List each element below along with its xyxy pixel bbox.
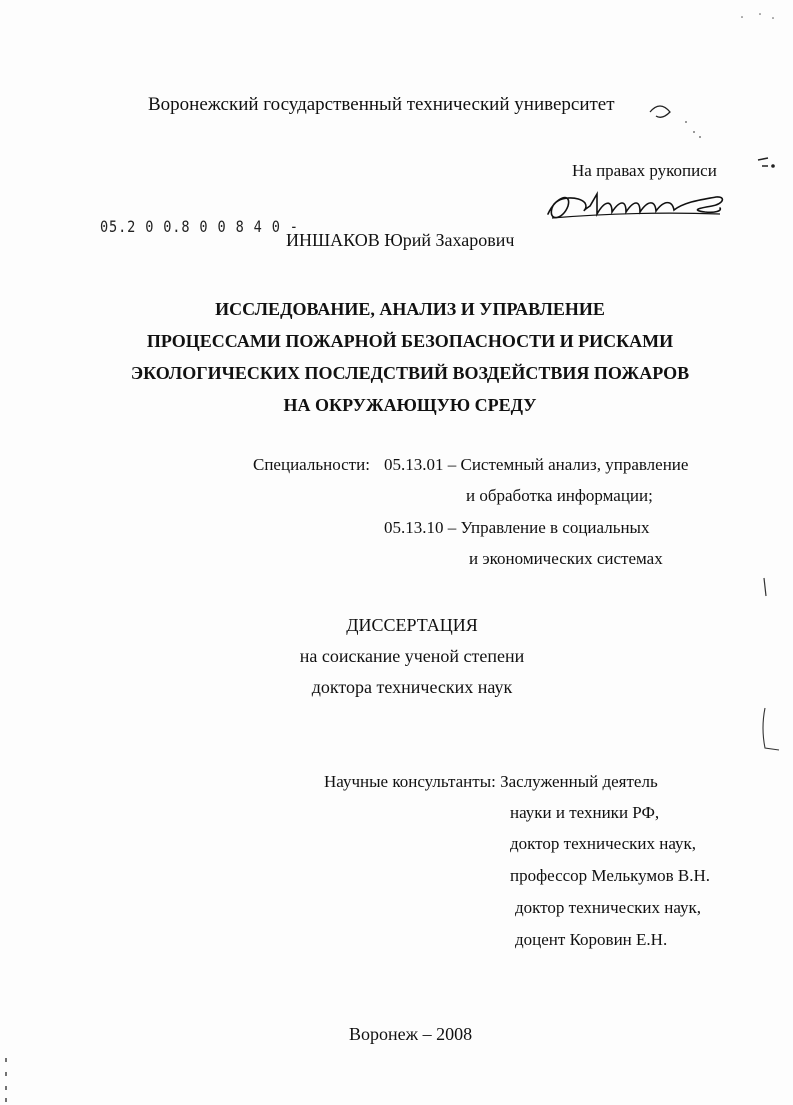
degree-line: на соискание ученой степени [299,646,525,666]
specialty-line: 05.13.10 – Управление в социальных [384,518,650,537]
dissertation-heading: ДИССЕРТАЦИЯ [346,615,478,635]
consultant-line: науки и техники РФ, [510,803,660,822]
degree-line: доктора технических наук [311,677,513,697]
university-name: Воронежский государственный технический университет [148,94,615,115]
title-line: ЭКОЛОГИЧЕСКИХ ПОСЛЕДСТВИЙ ВОЗДЕЙСТВИЯ ПОЖАРОВ [130,363,690,383]
consultant-line: доктор технических наук, [510,834,697,853]
title-line: ПРОЦЕССАМИ ПОЖАРНОЙ БЕЗОПАСНОСТИ И РИСКАМИ [146,331,674,351]
manuscript-rights-note: На правах рукописи [572,161,717,180]
specialties-label: Специальности: [253,455,370,474]
title-line: НА ОКРУЖАЮЩУЮ СРЕДУ [283,395,537,415]
specialty-line: и обработка информации; [466,486,653,505]
title-line: ИССЛЕДОВАНИЕ, АНАЛИЗ И УПРАВЛЕНИЕ [215,299,605,319]
author-name: ИНШАКОВ Юрий Захарович [286,230,515,250]
dissertation-title [100,293,720,421]
consultant-line: доктор технических наук, [515,898,702,917]
consultants-label-text: Научные консультанты: [324,772,496,791]
city-year: Воронеж – 2008 [349,1024,473,1044]
consultant-line: доцент Коровин Е.Н. [515,930,668,949]
document-number: 05.2 0 0.8 0 0 8 4 0 - [100,217,299,236]
specialty-line: 05.13.01 – Системный анализ, управление [384,455,689,474]
dissertation-heading-block [262,610,562,703]
consultants-label [324,772,658,792]
consultant-line: Заслуженный деятель [500,772,658,791]
consultant-line: профессор Мелькумов В.Н. [510,866,711,885]
specialty-line: и экономических системах [469,549,663,568]
